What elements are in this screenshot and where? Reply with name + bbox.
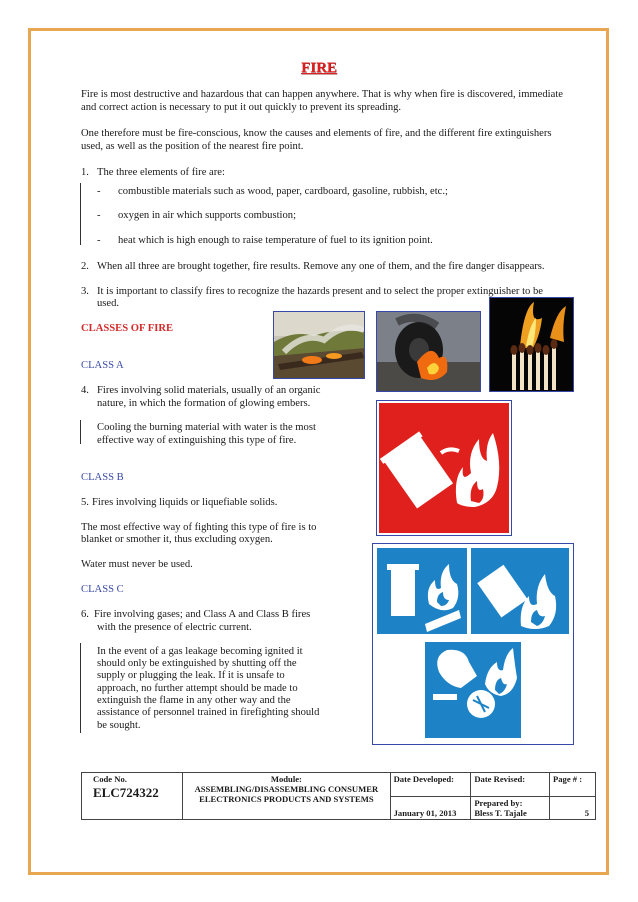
- item-3-line-2: used.: [97, 298, 120, 309]
- item-2-number: 2.: [81, 261, 89, 272]
- element-heat: heat which is high enough to raise temperature of fuel to its ignition point.: [118, 235, 433, 246]
- class-b-warning: Water must never be used.: [81, 559, 193, 570]
- burning-field-photo: [273, 311, 365, 379]
- class-a-line-1: Fires involving solid materials, usually of an organic: [97, 385, 321, 396]
- page-border: [28, 28, 609, 875]
- code-cell: [82, 773, 183, 820]
- class-c-heading: CLASS C: [81, 584, 124, 595]
- element-fuel: combustible materials such as wood, paper, cardboard, gasoline, rubbish, etc.;: [118, 186, 448, 197]
- class-b-para-2: blanket or smother it, thus excluding oxygen.: [81, 534, 273, 545]
- class-a-note-line-2: effective way of extinguishing this type of fire.: [97, 435, 297, 446]
- item-3-line-1: It is important to classify fires to recognize the hazards present and to select the proper extinguisher to be: [97, 286, 543, 297]
- item-1-number: 1.: [81, 167, 89, 178]
- intro2-line-1: One therefore must be fire-conscious, know the causes and elements of fire, and the different fire extinguishers: [81, 128, 552, 139]
- prepared-cell: [471, 797, 550, 820]
- page-title: FIRE: [301, 60, 337, 76]
- class-c-note-line: should only be extinguished by shutting off the: [97, 658, 297, 669]
- elements-left-rule: [80, 183, 81, 245]
- item-2-text: When all three are brought together, fire results. Remove any one of them, and the fire danger disappears.: [97, 261, 545, 272]
- prepared-value: Bless T. Tajale: [474, 808, 527, 818]
- class-c-note-line: be sought.: [97, 720, 141, 731]
- class-signs-group: [372, 543, 574, 745]
- class-c-note-rule: [80, 643, 81, 733]
- element-dash: -: [97, 186, 101, 197]
- date-revised-label: Date Revised:: [471, 773, 550, 797]
- intro-line-2: and correct action is necessary to put it out quickly to prevent its spreading.: [81, 102, 402, 113]
- code-value: ELC724322: [93, 785, 159, 800]
- burning-tire-photo: [376, 311, 481, 392]
- class-a-number: 4.: [81, 385, 89, 396]
- page-label: Page # :: [549, 773, 595, 797]
- class-a-line-2: nature, in which the formation of glowing embers.: [97, 398, 311, 409]
- module-value-1: ASSEMBLING/DISASSEMBLING CONSUMER: [194, 784, 379, 794]
- prepared-label: Prepared by:: [474, 798, 523, 808]
- item-1-text: The three elements of fire are:: [97, 167, 225, 178]
- document-footer: [81, 772, 596, 820]
- page-number: 5: [549, 797, 595, 820]
- intro2-line-2: used, as well as the position of the nearest fire point.: [81, 141, 304, 152]
- class-c-note-line: extinguish the flame in any other way and the: [97, 695, 291, 706]
- code-label: Code No.: [93, 774, 127, 784]
- class-b-para-1: The most effective way of fighting this type of fire is to: [81, 522, 317, 533]
- classes-heading: CLASSES OF FIRE: [81, 323, 174, 334]
- class-c-note-line: assistance of personnel trained in firefighting should: [97, 707, 320, 718]
- class-a-heading: CLASS A: [81, 360, 124, 371]
- date-developed-value: January 01, 2013: [390, 797, 471, 820]
- burning-matches-photo: [489, 297, 574, 392]
- class-c-note-line: approach, no further attempt should be made to: [97, 683, 298, 694]
- class-b-number: 5.: [81, 497, 89, 508]
- class-a-note-rule: [80, 420, 81, 444]
- module-value-2: ELECTRONICS PRODUCTS AND SYSTEMS: [199, 794, 374, 804]
- module-cell: [183, 773, 390, 820]
- item-3-number: 3.: [81, 286, 89, 297]
- class-c-line-2: with the presence of electric current.: [97, 622, 252, 633]
- element-oxygen: oxygen in air which supports combustion;: [118, 210, 297, 221]
- flammable-liquid-sign: [376, 400, 512, 536]
- class-a-note-line-1: Cooling the burning material with water is the most: [97, 422, 316, 433]
- class-c-line-1: Fire involving gases; and Class A and Class B fires: [94, 609, 311, 620]
- element-dash: -: [97, 210, 101, 221]
- date-developed-label: Date Developed:: [390, 773, 471, 797]
- intro-line-1: Fire is most destructive and hazardous that can happen anywhere. That is why when fire is discovered, immediate: [81, 89, 563, 100]
- element-dash: -: [97, 235, 101, 246]
- class-c-note-line: supply or plugging the leak. If it is unsafe to: [97, 670, 285, 681]
- module-label: Module:: [270, 774, 302, 784]
- class-b-heading: CLASS B: [81, 472, 124, 483]
- class-b-line: Fires involving liquids or liquefiable solids.: [92, 497, 278, 508]
- class-c-note-line: In the event of a gas leakage becoming ignited it: [97, 646, 303, 657]
- class-c-number: 6.: [81, 609, 89, 620]
